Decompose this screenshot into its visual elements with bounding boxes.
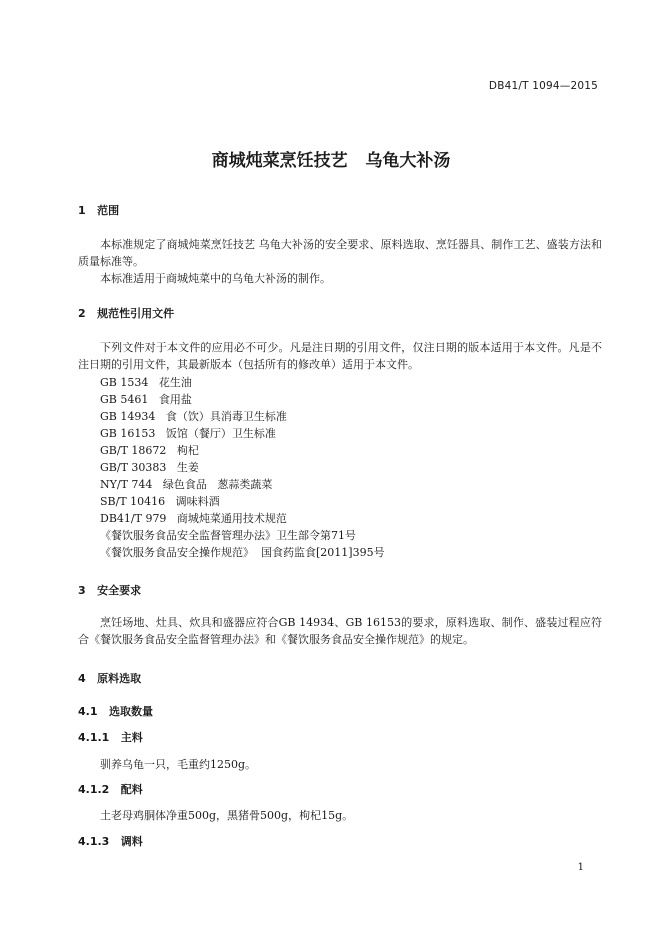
reference-item: GB/T 18672 枸杞 xyxy=(100,444,199,457)
section-3-body: 烹饪场地、灶具、炊具和盛器应符合GB 14934、GB 16153的要求，原料选取、制作、盛装过程应符合《餐饮服务食品安全监督管理办法》和《餐饮服务食品安全操作规范》的规定。 xyxy=(78,616,602,646)
section-2-intro: 下列文件对于本文件的应用必不可少。凡是注日期的引用文件，仅注日期的版本适用于本文件。凡是不注日期的引用文件，其最新版本（包括所有的修改单）适用于本文件。 xyxy=(78,341,602,371)
reference-item: GB 1534 花生油 xyxy=(100,376,192,389)
page-number: 1 xyxy=(577,862,584,873)
section-4-1-1-heading: 4.1.1 主料 xyxy=(78,731,143,744)
reference-item: SB/T 10416 调味料酒 xyxy=(100,495,220,508)
reference-item: 《餐饮服务食品安全监督管理办法》卫生部令第71号 xyxy=(100,529,356,542)
section-4-1-1-text: 驯养乌龟一只，毛重约1250g。 xyxy=(100,758,257,771)
section-4-heading: 4 原料选取 xyxy=(78,672,142,685)
reference-item: GB 5461 食用盐 xyxy=(100,393,192,406)
reference-item: GB/T 30383 生姜 xyxy=(100,461,199,474)
section-1-paragraph-1: 本标准规定了商城炖菜烹饪技艺 乌龟大补汤的安全要求、原料选取、烹饪器具、制作工艺、盛装方法和质量标准等。 xyxy=(78,238,602,268)
reference-item: GB 16153 饭馆（餐厅）卫生标准 xyxy=(100,427,276,440)
reference-item: GB 14934 食（饮）具消毒卫生标准 xyxy=(100,410,287,423)
reference-item: NY/T 744 绿色食品 葱蒜类蔬菜 xyxy=(100,478,273,491)
section-1-body xyxy=(78,236,602,287)
section-4-1-2-heading: 4.1.2 配料 xyxy=(78,783,143,796)
section-3-heading: 3 安全要求 xyxy=(78,584,142,597)
section-2-heading: 2 规范性引用文件 xyxy=(78,307,175,320)
reference-list xyxy=(100,374,385,561)
reference-item: 《餐饮服务食品安全操作规范》 国食药监食[2011]395号 xyxy=(100,546,385,559)
page-title: 商城炖菜烹饪技艺 乌龟大补汤 xyxy=(211,151,451,171)
section-4-1-heading: 4.1 选取数量 xyxy=(78,705,153,718)
reference-item: DB41/T 979 商城炖菜通用技术规范 xyxy=(100,512,287,525)
section-4-1-2-text: 土老母鸡胴体净重500g，黑猪骨500g，枸杞15g。 xyxy=(100,809,354,822)
section-1-paragraph-2: 本标准适用于商城炖菜中的乌龟大补汤的制作。 xyxy=(100,272,331,285)
section-1-heading: 1 范围 xyxy=(78,204,120,217)
standard-number: DB41/T 1094—2015 xyxy=(488,80,598,92)
section-4-1-3-heading: 4.1.3 调料 xyxy=(78,835,143,848)
